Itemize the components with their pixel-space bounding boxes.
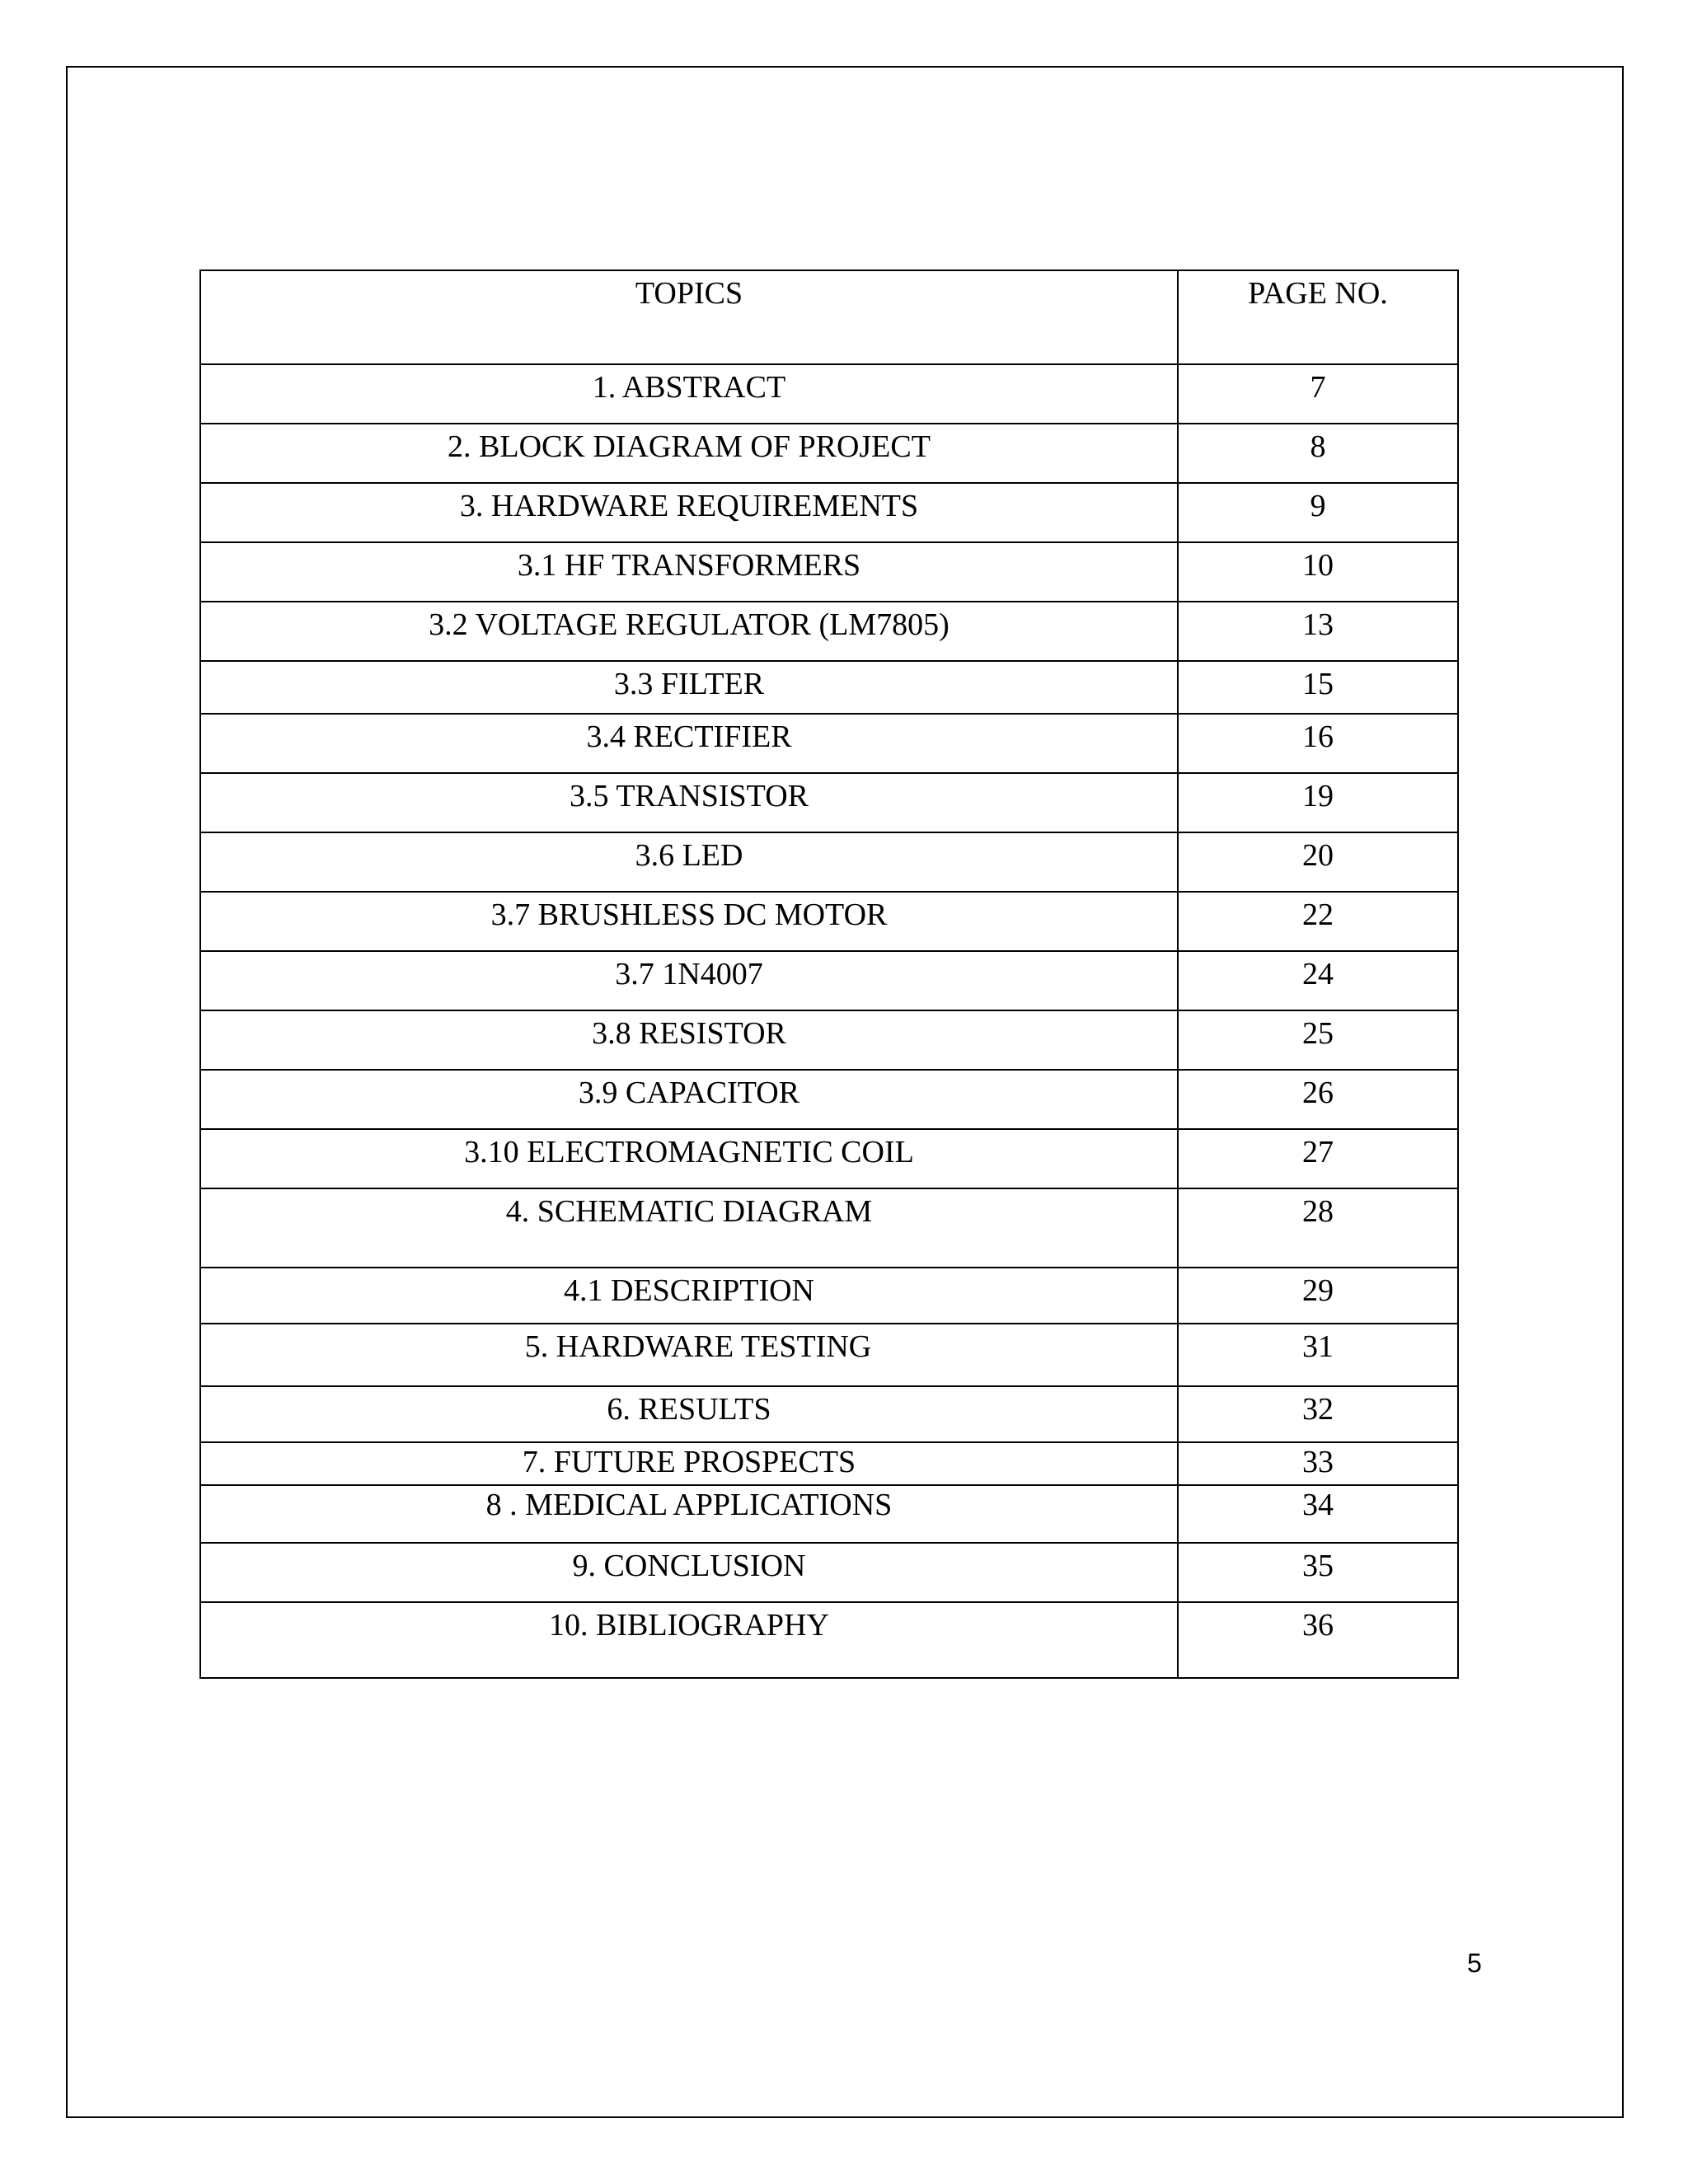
toc-row <box>200 661 1458 714</box>
toc-topic: 3.7 BRUSHLESS DC MOTOR <box>200 892 1178 951</box>
toc-page: 36 <box>1178 1602 1458 1678</box>
toc-topic: 5. HARDWARE TESTING <box>200 1324 1178 1386</box>
toc-row <box>200 483 1458 542</box>
toc-topic: 3.6 LED <box>200 832 1178 892</box>
toc-topic: 2. BLOCK DIAGRAM OF PROJECT <box>200 424 1178 483</box>
toc-topic: 4. SCHEMATIC DIAGRAM <box>200 1188 1178 1268</box>
toc-row <box>200 1442 1458 1485</box>
toc-page: 28 <box>1178 1188 1458 1268</box>
toc-row <box>200 1602 1458 1678</box>
page-no-header: PAGE NO. <box>1178 270 1458 364</box>
toc-topic: 10. BIBLIOGRAPHY <box>200 1602 1178 1678</box>
toc-row <box>200 542 1458 602</box>
toc-row <box>200 1010 1458 1070</box>
page-number: 5 <box>1467 1948 1482 1978</box>
toc-row <box>200 364 1458 424</box>
toc-topic: 3.8 RESISTOR <box>200 1010 1178 1070</box>
toc-page: 32 <box>1178 1386 1458 1442</box>
toc-topic: 8 . MEDICAL APPLICATIONS <box>200 1485 1178 1543</box>
toc-topic: 7. FUTURE PROSPECTS <box>200 1442 1178 1485</box>
toc-page: 25 <box>1178 1010 1458 1070</box>
toc-page: 27 <box>1178 1129 1458 1188</box>
toc-topic: 3.7 1N4007 <box>200 951 1178 1010</box>
toc-topic: 3.4 RECTIFIER <box>200 714 1178 773</box>
toc-page: 24 <box>1178 951 1458 1010</box>
toc-row <box>200 1188 1458 1268</box>
toc-row <box>200 1543 1458 1602</box>
toc-row <box>200 1129 1458 1188</box>
table-of-contents <box>199 269 1459 1679</box>
toc-header-row <box>200 270 1458 364</box>
toc-page: 10 <box>1178 542 1458 602</box>
toc-page: 19 <box>1178 773 1458 832</box>
toc-row <box>200 1485 1458 1543</box>
toc-row <box>200 1268 1458 1324</box>
toc-row <box>200 424 1458 483</box>
toc-page: 13 <box>1178 602 1458 661</box>
toc-topic: 3.10 ELECTROMAGNETIC COIL <box>200 1129 1178 1188</box>
toc-page: 8 <box>1178 424 1458 483</box>
toc-page: 9 <box>1178 483 1458 542</box>
toc-page: 16 <box>1178 714 1458 773</box>
toc-row <box>200 773 1458 832</box>
toc-page: 35 <box>1178 1543 1458 1602</box>
toc-topic: 3. HARDWARE REQUIREMENTS <box>200 483 1178 542</box>
toc-row <box>200 1386 1458 1442</box>
toc-topic: 6. RESULTS <box>200 1386 1178 1442</box>
toc-row <box>200 951 1458 1010</box>
toc-page: 7 <box>1178 364 1458 424</box>
toc-topic: 4.1 DESCRIPTION <box>200 1268 1178 1324</box>
toc-topic: 3.2 VOLTAGE REGULATOR (LM7805) <box>200 602 1178 661</box>
toc-row <box>200 714 1458 773</box>
toc-topic: 3.1 HF TRANSFORMERS <box>200 542 1178 602</box>
toc-row <box>200 1070 1458 1129</box>
toc-page: 22 <box>1178 892 1458 951</box>
toc-page: 15 <box>1178 661 1458 714</box>
toc-page: 33 <box>1178 1442 1458 1485</box>
toc-topic: 3.3 FILTER <box>200 661 1178 714</box>
toc-row <box>200 1324 1458 1386</box>
topics-header: TOPICS <box>200 270 1178 364</box>
toc-row <box>200 892 1458 951</box>
toc-page: 29 <box>1178 1268 1458 1324</box>
toc-row <box>200 602 1458 661</box>
toc-page: 31 <box>1178 1324 1458 1386</box>
toc-page: 26 <box>1178 1070 1458 1129</box>
toc-topic: 9. CONCLUSION <box>200 1543 1178 1602</box>
toc-page: 34 <box>1178 1485 1458 1543</box>
toc-topic: 3.5 TRANSISTOR <box>200 773 1178 832</box>
toc-topic: 3.9 CAPACITOR <box>200 1070 1178 1129</box>
toc-row <box>200 832 1458 892</box>
toc-topic: 1. ABSTRACT <box>200 364 1178 424</box>
toc-page: 20 <box>1178 832 1458 892</box>
